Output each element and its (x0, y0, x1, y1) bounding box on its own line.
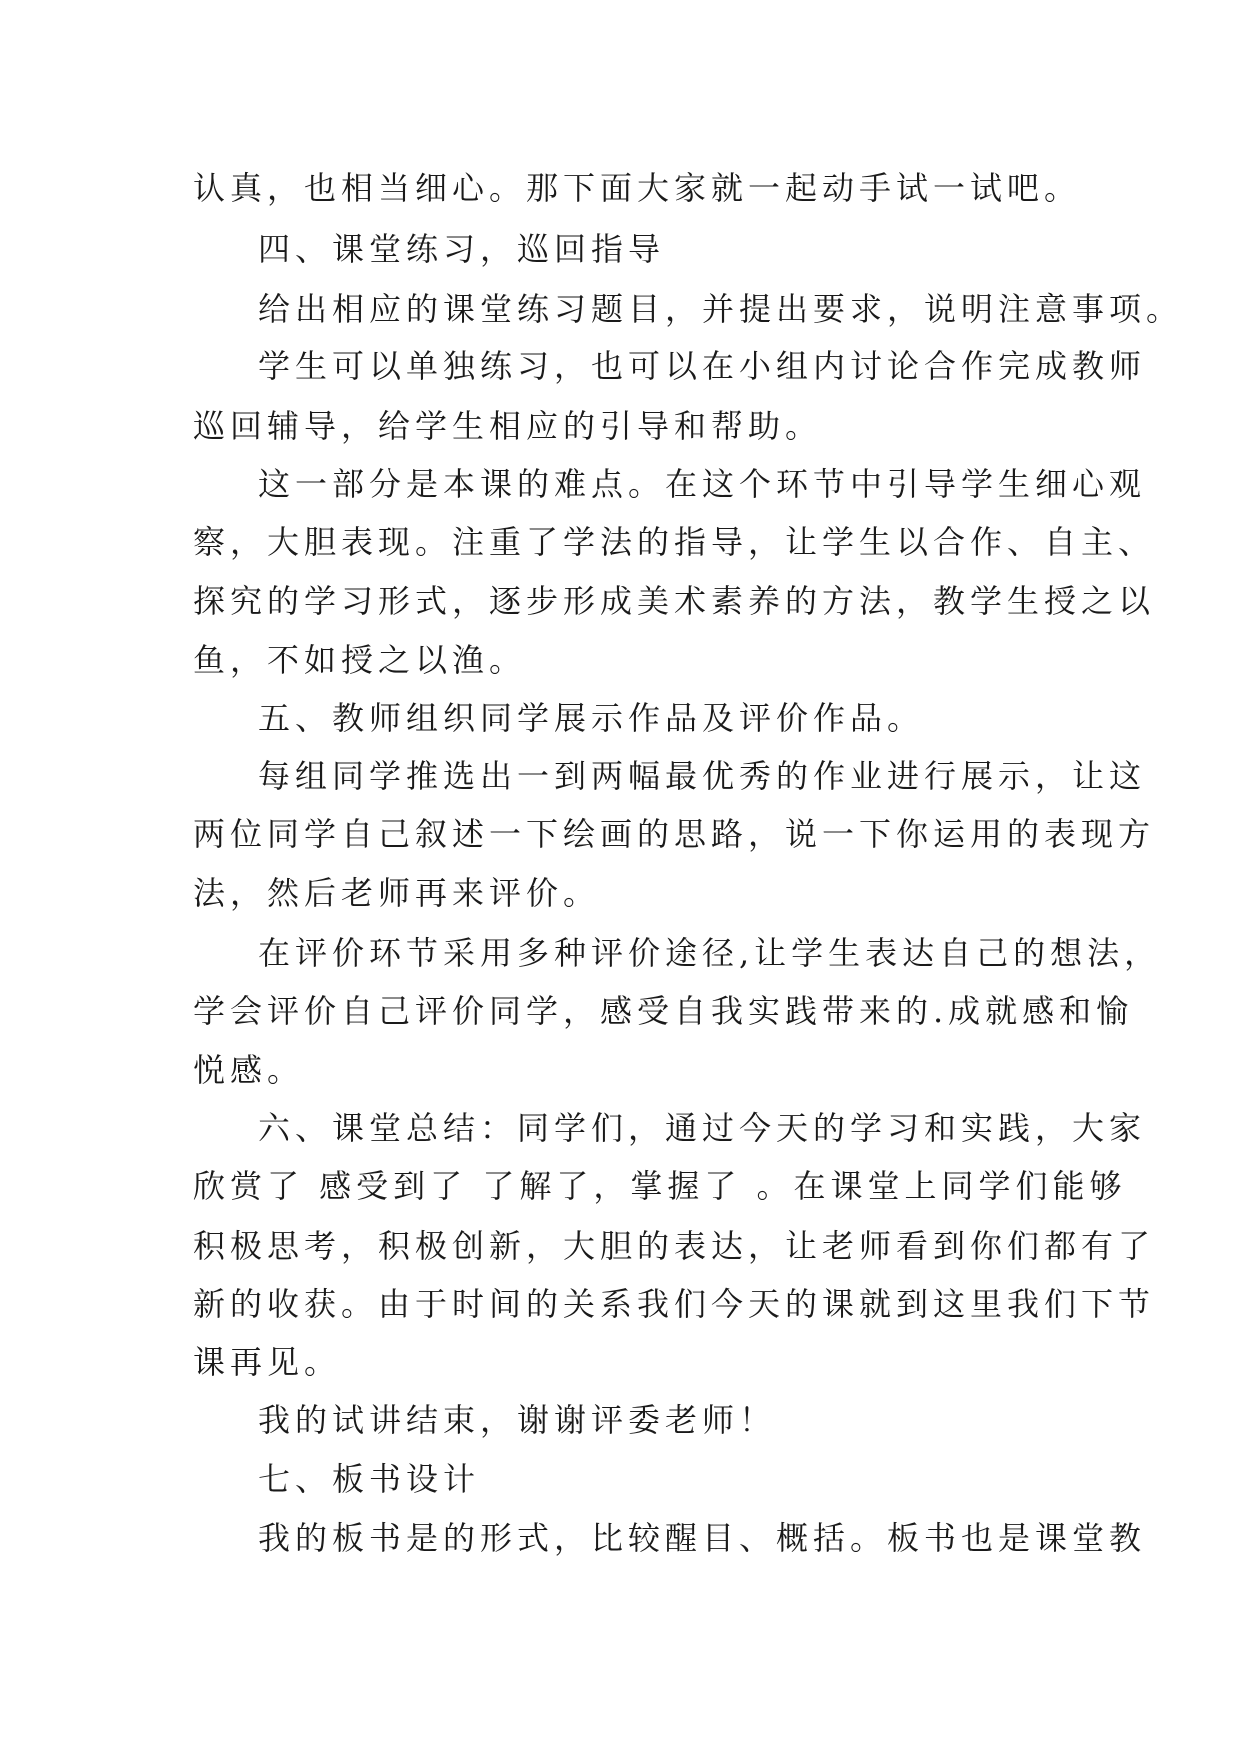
text-line: 学会评价自己评价同学，感受自我实践带来的.成就感和愉 (193, 992, 1134, 1030)
text-line: 给出相应的课堂练习题目，并提出要求，说明注意事项。 (258, 290, 1184, 328)
text-line: 悦感。 (193, 1051, 305, 1089)
section-heading-5: 五、教师组织同学展示作品及评价作品。 (258, 699, 925, 737)
text-line: 察，大胆表现。注重了学法的指导，让学生以合作、自主、 (193, 523, 1156, 561)
text-line: 新的收获。由于时间的关系我们今天的课就到这里我们下节 (193, 1285, 1156, 1323)
text-line: 我的试讲结束，谢谢评委老师！ (258, 1401, 777, 1439)
text-line: 探究的学习形式，逐步形成美术素养的方法，教学生授之以 (193, 582, 1156, 620)
text-line: 积极思考，积极创新，大胆的表达，让老师看到你们都有了 (193, 1227, 1156, 1265)
text-line: 法，然后老师再来评价。 (193, 874, 601, 912)
text-line: 我的板书是的形式，比较醒目、概括。板书也是课堂教 (258, 1519, 1147, 1557)
text-line: 鱼，不如授之以渔。 (193, 641, 527, 679)
section-heading-6: 六、课堂总结：同学们，通过今天的学习和实践，大家 (258, 1109, 1147, 1147)
text-line: 每组同学推选出一到两幅最优秀的作业进行展示，让这 (258, 757, 1147, 795)
section-heading-4: 四、课堂练习，巡回指导 (258, 230, 666, 268)
text-line: 课再见。 (193, 1343, 342, 1381)
text-line: 这一部分是本课的难点。在这个环节中引导学生细心观 (258, 465, 1147, 503)
text-line: 巡回辅导，给学生相应的引导和帮助。 (193, 407, 823, 445)
section-heading-7: 七、板书设计 (258, 1460, 481, 1498)
text-line: 在评价环节采用多种评价途径,让学生表达自己的想法， (258, 934, 1162, 972)
text-line: 欣赏了 感受到了 了解了，掌握了 。在课堂上同学们能够 (193, 1167, 1127, 1205)
text-line: 学生可以单独练习，也可以在小组内讨论合作完成教师 (258, 347, 1147, 385)
text-line: 两位同学自己叙述一下绘画的思路，说一下你运用的表现方 (193, 815, 1156, 853)
text-line: 认真，也相当细心。那下面大家就一起动手试一试吧。 (193, 169, 1082, 207)
